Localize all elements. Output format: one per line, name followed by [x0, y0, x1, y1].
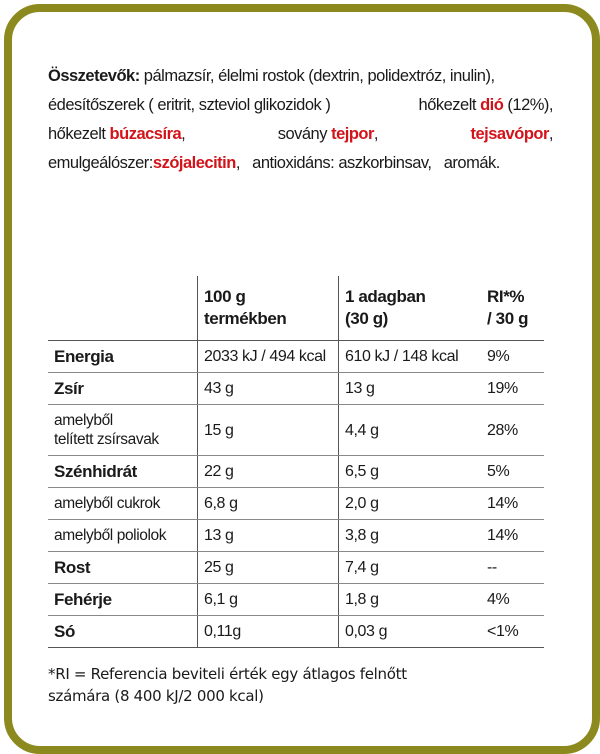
ingredients-block	[48, 62, 553, 178]
value-per-serving: 610 kJ / 148 kcal	[339, 341, 482, 373]
table-row-telitett	[48, 405, 544, 456]
value-per-100g: 25 g	[198, 552, 339, 584]
row-label: Só	[48, 616, 198, 648]
value-per-100g: 6,1 g	[198, 584, 339, 616]
table-row-poliolok	[48, 520, 544, 552]
value-per-100g: 2033 kJ / 494 kcal	[198, 341, 339, 373]
value-per-100g: 0,11g	[198, 616, 339, 648]
value-ri: --	[481, 552, 544, 584]
footnote-line-2: számára (8 400 kJ/2 000 kcal)	[48, 687, 264, 705]
header-ri: RI*% / 30 g	[481, 276, 544, 341]
table-row-rost	[48, 552, 544, 584]
row-label: amelyből cukrok	[48, 488, 198, 520]
ingredients-line-3	[48, 120, 553, 149]
value-per-serving: 2,0 g	[339, 488, 482, 520]
value-ri: 9%	[481, 341, 544, 373]
ingredients-text: ,	[373, 125, 379, 143]
ingredients-text: ,	[548, 125, 553, 143]
nutrition-table	[48, 276, 544, 648]
ingredients-text: , antioxidáns: aszkorbinsav, aromák.	[235, 154, 500, 172]
value-ri: 19%	[481, 373, 544, 405]
row-label: amelyből telített zsírsavak	[48, 405, 198, 456]
row-label: Szénhidrát	[48, 456, 198, 488]
value-per-100g: 6,8 g	[198, 488, 339, 520]
allergen-tejpor: tejpor	[331, 125, 374, 143]
table-row-cukrok	[48, 488, 544, 520]
value-per-serving: 1,8 g	[339, 584, 482, 616]
header-per-100g: 100 g termékben	[198, 276, 339, 341]
ingredients-text: ,	[181, 125, 186, 143]
ingredients-sweeteners: édesítőszerek ( eritrit, szteviol glikozidok )	[48, 96, 331, 114]
row-label: Zsír	[48, 373, 198, 405]
allergen-dio: dió	[480, 96, 504, 114]
row-label: amelyből poliolok	[48, 520, 198, 552]
value-per-serving: 3,8 g	[339, 520, 482, 552]
value-ri: 4%	[481, 584, 544, 616]
footnote-line-1: *RI = Referencia beviteli érték egy átlagos felnőtt	[48, 665, 407, 683]
row-label: Energia	[48, 341, 198, 373]
ingredients-text: emulgeálószer:	[48, 154, 153, 172]
header-empty	[48, 276, 198, 341]
value-per-serving: 7,4 g	[339, 552, 482, 584]
header-per-serving: 1 adagban (30 g)	[339, 276, 482, 341]
allergen-tejsavopor: tejsavópor	[470, 125, 549, 143]
allergen-buzacsira: búzacsíra	[109, 125, 182, 143]
value-per-serving: 13 g	[339, 373, 482, 405]
value-per-serving: 0,03 g	[339, 616, 482, 648]
table-row-so	[48, 616, 544, 648]
ingredients-line-4	[48, 149, 553, 178]
ingredients-text: hőkezelt	[418, 96, 481, 114]
ingredients-line-2	[48, 91, 553, 120]
ingredients-line-1	[48, 62, 553, 91]
value-ri: 14%	[481, 520, 544, 552]
value-ri: <1%	[481, 616, 544, 648]
value-per-serving: 4,4 g	[339, 405, 482, 456]
nutrition-header-row	[48, 276, 544, 341]
value-ri: 5%	[481, 456, 544, 488]
ingredients-text: (12%),	[503, 96, 553, 114]
value-ri: 14%	[481, 488, 544, 520]
value-per-100g: 43 g	[198, 373, 339, 405]
row-label: Fehérje	[48, 584, 198, 616]
row-label: Rost	[48, 552, 198, 584]
ingredients-text: hőkezelt	[48, 125, 110, 143]
table-row-zsir	[48, 373, 544, 405]
value-per-100g: 15 g	[198, 405, 339, 456]
ingredients-text: pálmazsír, élelmi rostok (dextrin, polidextróz, inulin),	[139, 67, 495, 85]
table-row-energia	[48, 341, 544, 373]
table-row-feherje	[48, 584, 544, 616]
ingredients-text: sovány	[277, 125, 332, 143]
table-row-szenhidrat	[48, 456, 544, 488]
value-per-serving: 6,5 g	[339, 456, 482, 488]
value-ri: 28%	[481, 405, 544, 456]
value-per-100g: 22 g	[198, 456, 339, 488]
value-per-100g: 13 g	[198, 520, 339, 552]
ingredients-label: Összetevők:	[48, 67, 140, 85]
allergen-szojalecitin: szójalecitin	[152, 154, 236, 172]
ri-footnote	[48, 663, 548, 707]
